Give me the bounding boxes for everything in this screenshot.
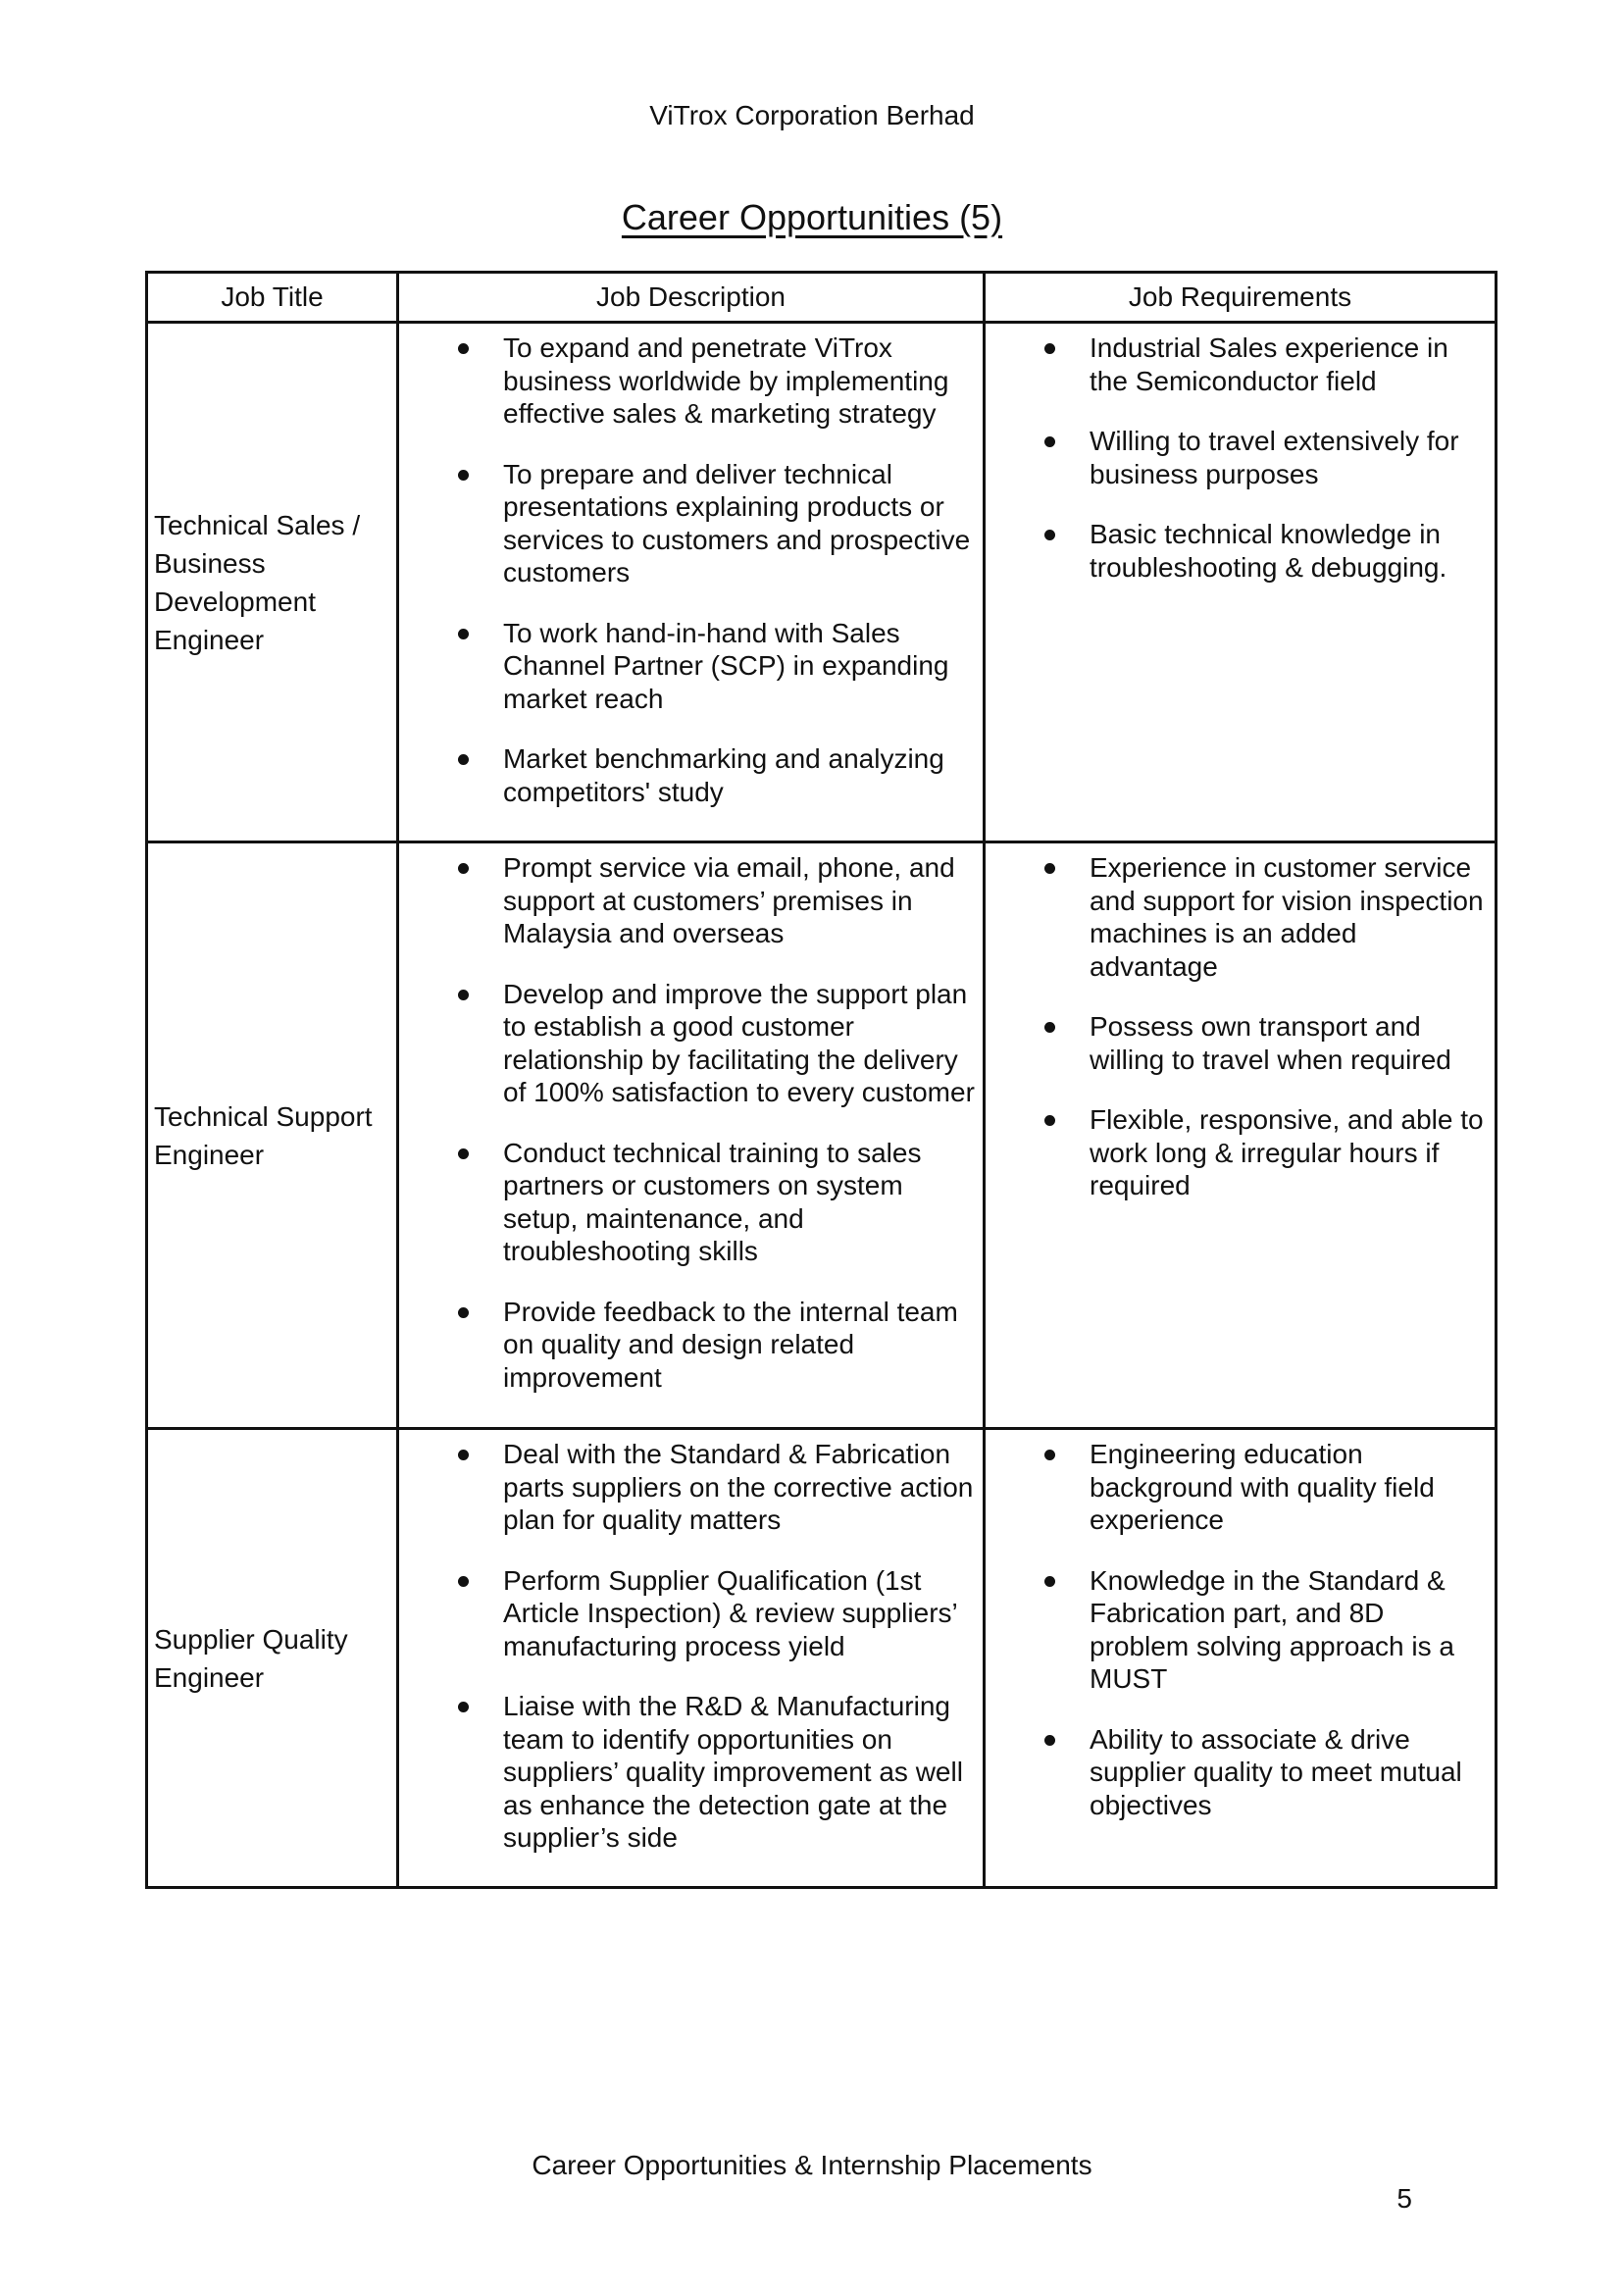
requirements-list bbox=[986, 1438, 1489, 1821]
list-item: Provide feedback to the internal team on quality and design related improvement bbox=[399, 1296, 977, 1395]
list-item: Deal with the Standard & Fabrication parts suppliers on the corrective action plan for quality matters bbox=[399, 1438, 977, 1537]
job-requirements-cell bbox=[985, 842, 1497, 1429]
list-item: Possess own transport and willing to travel when required bbox=[986, 1010, 1489, 1076]
requirements-list bbox=[986, 851, 1489, 1202]
list-item: Industrial Sales experience in the Semiconductor field bbox=[986, 331, 1489, 397]
column-header-job-title: Job Title bbox=[147, 273, 398, 323]
list-item: Develop and improve the support plan to establish a good customer relationship by facilitating the delivery of 100% satisfaction to every customer bbox=[399, 978, 977, 1109]
list-item: Willing to travel extensively for business purposes bbox=[986, 425, 1489, 490]
list-item: Prompt service via email, phone, and support at customers’ premises in Malaysia and overseas bbox=[399, 851, 977, 950]
column-header-job-description: Job Description bbox=[398, 273, 985, 323]
page-title: Career Opportunities (5) bbox=[621, 197, 1003, 237]
page-number: 5 bbox=[1396, 2183, 1412, 2214]
list-item: Perform Supplier Qualification (1st Article Inspection) & review suppliers’ manufacturing process yield bbox=[399, 1564, 977, 1663]
list-item: Engineering education background with quality field experience bbox=[986, 1438, 1489, 1537]
table-row bbox=[147, 842, 1497, 1429]
description-list bbox=[399, 1438, 977, 1855]
list-item: To work hand-in-hand with Sales Channel Partner (SCP) in expanding market reach bbox=[399, 617, 977, 716]
list-item: Experience in customer service and support for vision inspection machines is an added advantage bbox=[986, 851, 1489, 983]
list-item: Conduct technical training to sales partners or customers on system setup, maintenance, and troubleshooting skills bbox=[399, 1137, 977, 1268]
list-item: Ability to associate & drive supplier quality to meet mutual objectives bbox=[986, 1723, 1489, 1822]
job-title-cell: Technical Sales / Business Development Engineer bbox=[147, 323, 398, 842]
description-list bbox=[399, 331, 977, 808]
list-item: To expand and penetrate ViTrox business worldwide by implementing effective sales & marketing strategy bbox=[399, 331, 977, 431]
job-requirements-cell bbox=[985, 1429, 1497, 1888]
list-item: Market benchmarking and analyzing competitors' study bbox=[399, 742, 977, 808]
job-requirements-cell bbox=[985, 323, 1497, 842]
list-item: Liaise with the R&D & Manufacturing team to identify opportunities on suppliers’ quality improvement as well as enhance the detection gate at the supplier’s side bbox=[399, 1690, 977, 1855]
job-description-cell bbox=[398, 842, 985, 1429]
list-item: Knowledge in the Standard & Fabrication part, and 8D problem solving approach is a MUST bbox=[986, 1564, 1489, 1696]
job-description-cell bbox=[398, 1429, 985, 1888]
document-header: ViTrox Corporation Berhad bbox=[649, 100, 975, 130]
table-row bbox=[147, 323, 1497, 842]
column-header-job-requirements: Job Requirements bbox=[985, 273, 1497, 323]
career-table bbox=[145, 271, 1497, 1889]
list-item: Basic technical knowledge in troubleshooting & debugging. bbox=[986, 518, 1489, 584]
document-footer: Career Opportunities & Internship Placements bbox=[532, 2150, 1092, 2180]
description-list bbox=[399, 851, 977, 1394]
job-title-cell: Technical Support Engineer bbox=[147, 842, 398, 1429]
job-description-cell bbox=[398, 323, 985, 842]
requirements-list bbox=[986, 331, 1489, 584]
list-item: Flexible, responsive, and able to work long & irregular hours if required bbox=[986, 1103, 1489, 1202]
table-row bbox=[147, 1429, 1497, 1888]
table-header-row bbox=[147, 273, 1497, 323]
list-item: To prepare and deliver technical presentations explaining products or services to customers and prospective customers bbox=[399, 458, 977, 589]
job-title-cell: Supplier Quality Engineer bbox=[147, 1429, 398, 1888]
